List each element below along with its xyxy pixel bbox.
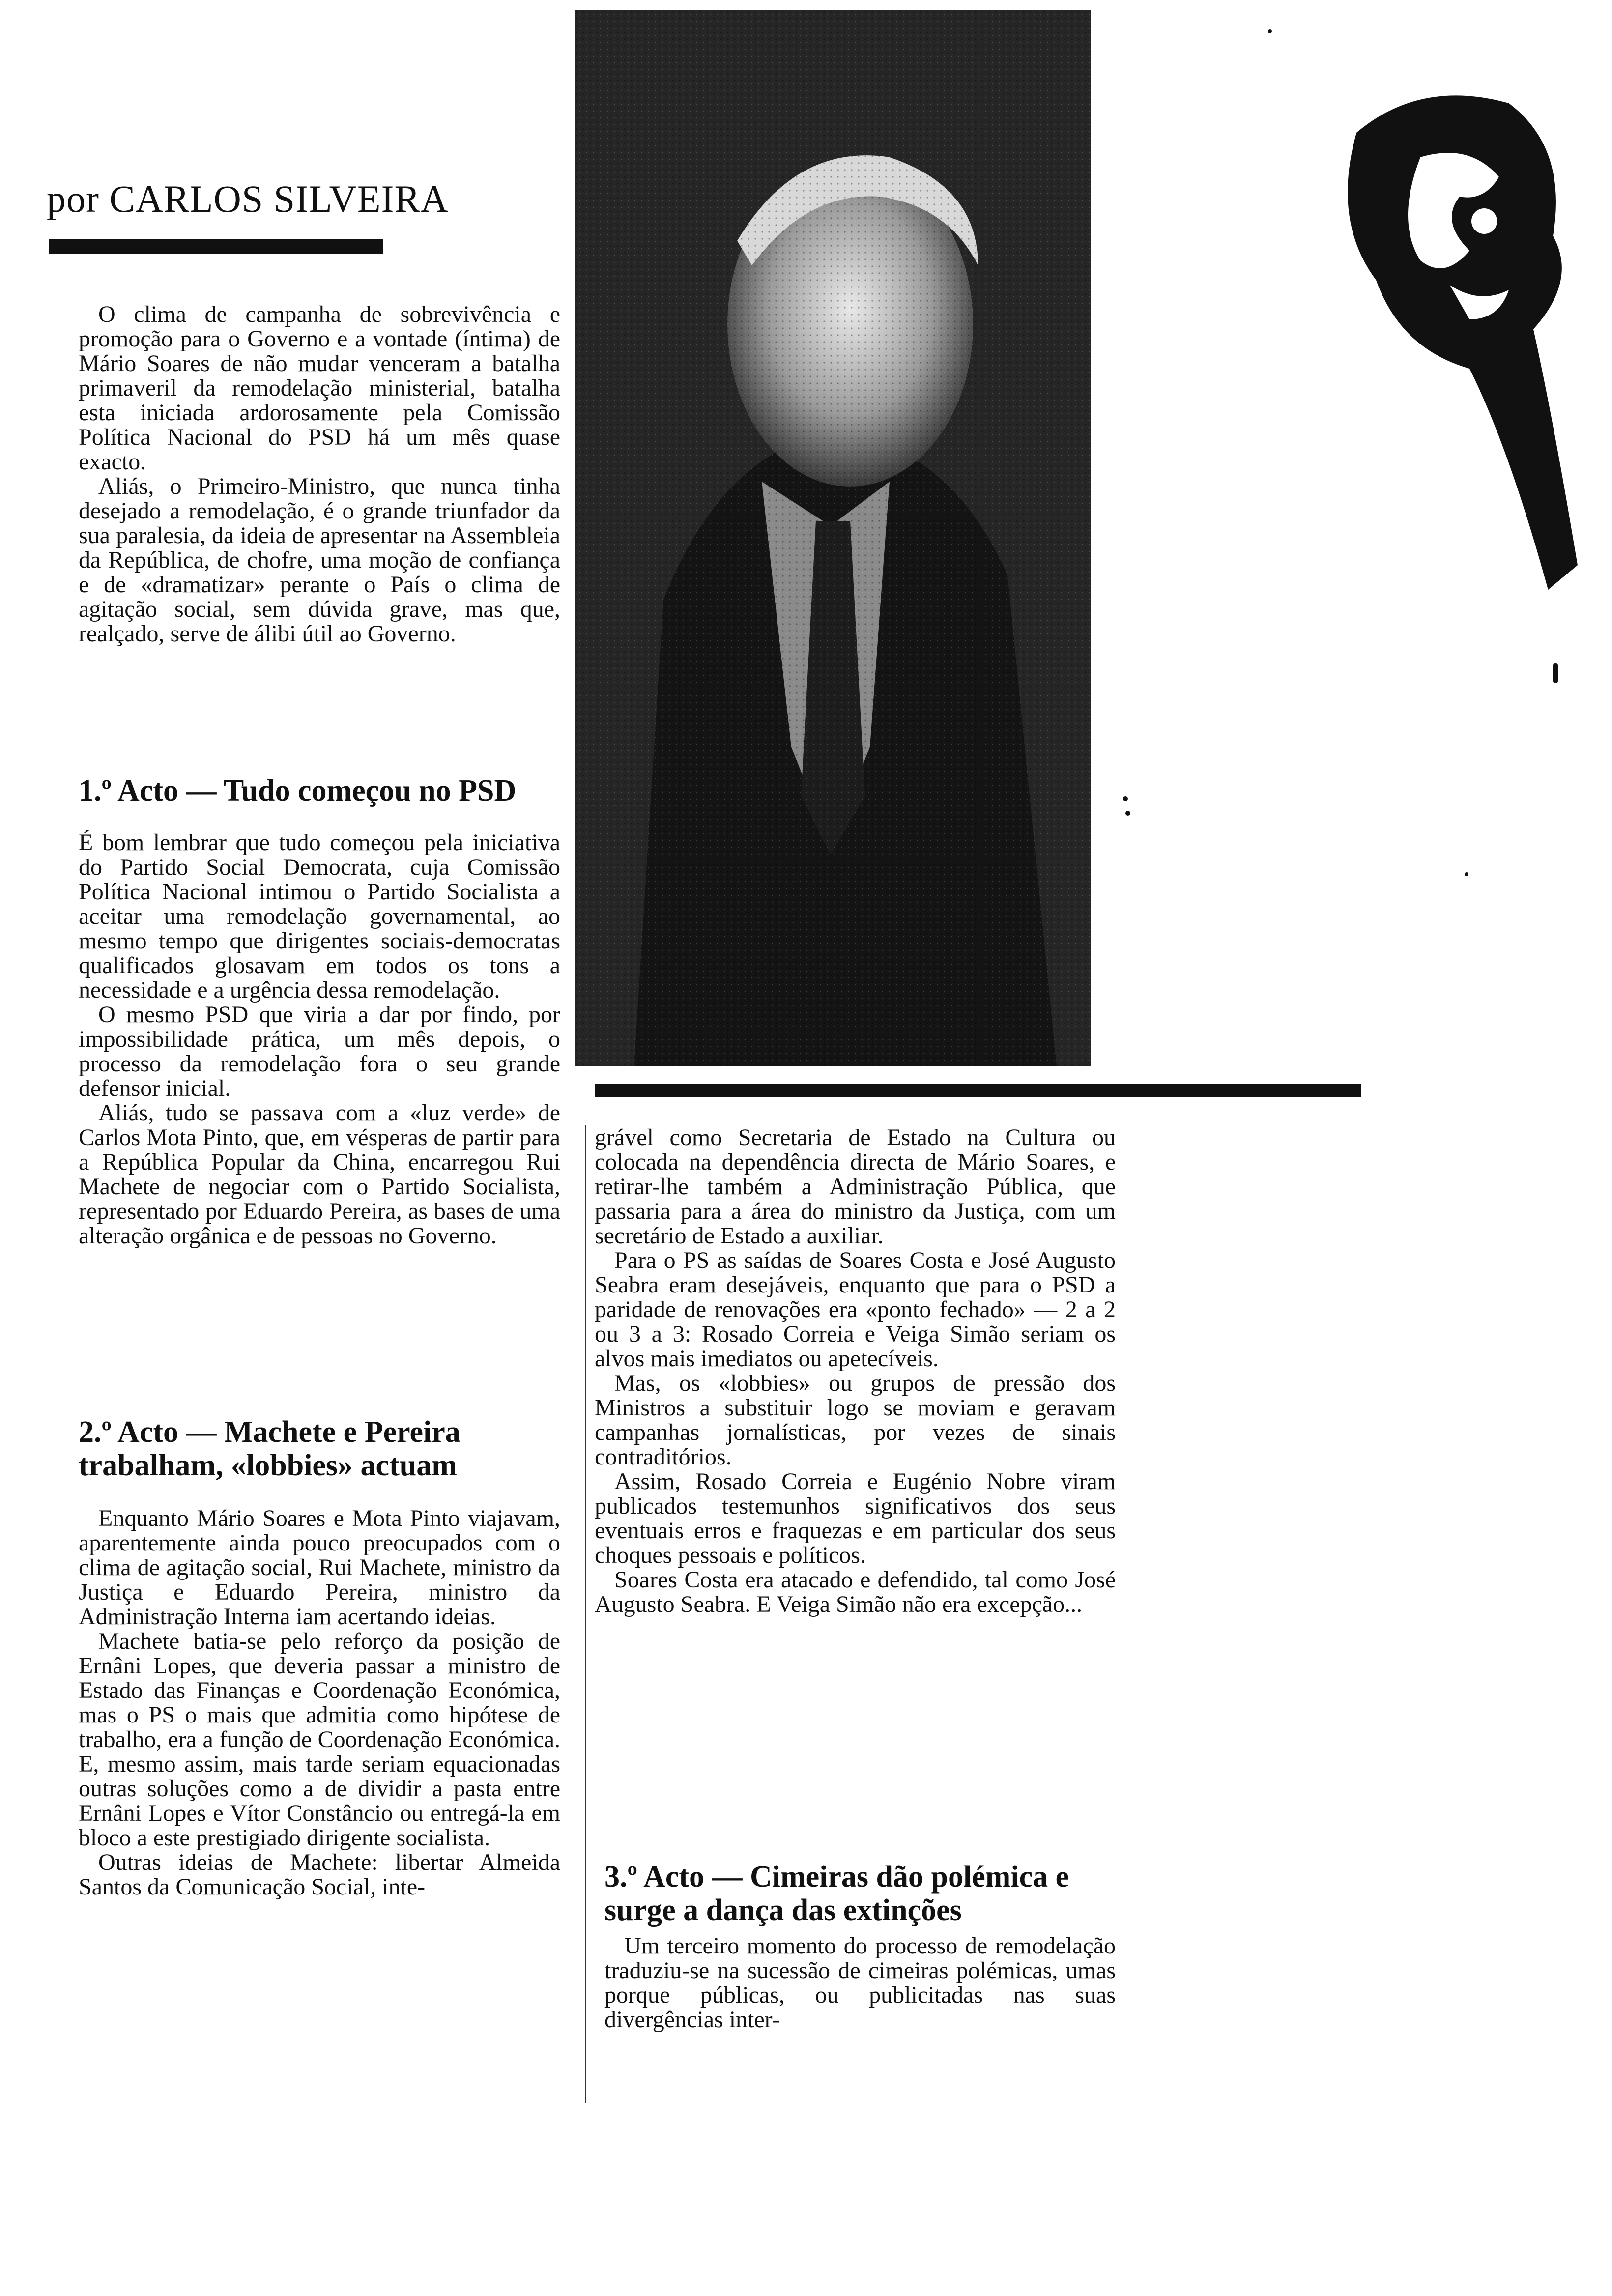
- section-heading-1: 1.º Acto — Tudo começou no PSD: [79, 774, 517, 807]
- scan-mark: [1553, 663, 1558, 683]
- paragraph: Aliás, o Primeiro-Ministro, que nunca tinha desejado a remodelação, é o grande triunfador da sua paralesia, da ideia de apresentar na Assembleia da República, de chofre, uma moção de confiança e de «dramatizar» perante o País o clima de agitação social, sem dúvida grave, mas que, realçado, serve de álibi útil ao Governo.: [79, 473, 560, 647]
- section3-body: [604, 1934, 1116, 2032]
- section2-body: [79, 1506, 560, 1899]
- paragraph: Para o PS as saídas de Soares Costa e José Augusto Seabra eram desejáveis, enquanto que para o PSD a paridade de renovações era «ponto fechado» — 2 a 2 ou 3 a 3: Rosado Correia e Veiga Simão seriam os alvos mais imediatos ou apetecíveis.: [595, 1247, 1116, 1372]
- scan-mark: [1465, 872, 1468, 876]
- scan-mark: [1268, 29, 1272, 33]
- paragraph: O clima de campanha de sobrevivência e promoção para o Governo e a vontade (íntima) de Mário Soares de não mudar venceram a batalha primaveril da remodelação ministerial, batalha esta iniciada ardorosamente pela Comissão Política Nacional do PSD há um mês quase exacto.: [79, 301, 560, 475]
- scan-mark: [1125, 811, 1130, 816]
- intro-column: [79, 302, 560, 646]
- scan-mark: [1123, 796, 1128, 801]
- paragraph: Um terceiro momento do processo de remodelação traduziu-se na sucessão de cimeiras polémicas, umas porque públicas, ou publicitadas nas suas divergências inter-: [604, 1933, 1116, 2033]
- section1-body: [79, 831, 560, 1248]
- paragraph: O mesmo PSD que viria a dar por findo, por impossibilidade prática, um mês depois, o processo da remodelação fora o seu grande defensor inicial.: [79, 1002, 560, 1101]
- paragraph: Outras ideias de Machete: libertar Almeida Santos da Comunicação Social, inte-: [79, 1849, 560, 1900]
- byline-rule: [49, 239, 383, 254]
- paragraph: Machete batia-se pelo reforço da posição de Ernâni Lopes, que deveria passar a ministro de Estado das Finanças e Coordenação Económica, mas o PS o mais que admitia como hipótese de trabalho, era a função de Coordenação Económica. E, mesmo assim, mais tarde seriam equacionadas outras soluções como a de dividir a pasta entre Ernâni Lopes e Vítor Constâncio ou entregá-la em bloco a este prestigiado dirigente socialista.: [79, 1628, 560, 1851]
- middle-column: [595, 1125, 1116, 1617]
- contrast-portrait: [1322, 74, 1578, 590]
- paragraph: Mas, os «lobbies» ou grupos de pressão dos Ministros a substituir logo se moviam e geravam campanhas jornalísticas, por vezes de sinais contraditórios.: [595, 1370, 1116, 1470]
- portrait-illustration: [575, 10, 1091, 1066]
- section-heading-3: 3.º Acto — Cimeiras dão polémica e surge a dança das extinções: [604, 1860, 1069, 1927]
- paragraph: grável como Secretaria de Estado na Cultura ou colocada na dependência directa de Mário Soares, e retirar-lhe também a Administração Pública, que passaria para a área do ministro da Justiça, com um secretário de Estado a auxiliar.: [595, 1124, 1116, 1249]
- paragraph: Assim, Rosado Correia e Eugénio Nobre viram publicados testemunhos significativos dos seus eventuais erros e fraquezas e em particular dos seus choques pessoais e políticos.: [595, 1468, 1116, 1568]
- paragraph: É bom lembrar que tudo começou pela iniciativa do Partido Social Democrata, cuja Comissão Política Nacional intimou o Partido Socialista a aceitar uma remodelação governamental, ao mesmo tempo que dirigentes sociais-democratas qualificados glosavam em todos os tons a necessidade e a urgência dessa remodelação.: [79, 830, 560, 1003]
- paragraph: Aliás, tudo se passava com a «luz verde» de Carlos Mota Pinto, que, em vésperas de partir para a República Popular da China, encarregou Rui Machete de negociar com o Partido Socialista, representado por Eduardo Pereira, as bases de uma alteração orgânica e de pessoas no Governo.: [79, 1100, 560, 1249]
- divider-rule: [595, 1084, 1361, 1097]
- paragraph: Enquanto Mário Soares e Mota Pinto viajavam, aparentemente ainda pouco preocupados com o clima de agitação social, Rui Machete, ministro da Justiça e Eduardo Pereira, ministro da Administração Interna iam acertando ideias.: [79, 1505, 560, 1630]
- section-heading-2: 2.º Acto — Machete e Pereira trabalham, «lobbies» actuam: [79, 1415, 461, 1482]
- paragraph: Soares Costa era atacado e defendido, tal como José Augusto Seabra. E Veiga Simão não era excepção...: [595, 1567, 1116, 1617]
- byline: por CARLOS SILVEIRA: [47, 177, 449, 220]
- contrast-portrait-illustration: [1322, 74, 1578, 590]
- column-rule: [585, 1125, 586, 2103]
- portrait-photo: [575, 10, 1091, 1066]
